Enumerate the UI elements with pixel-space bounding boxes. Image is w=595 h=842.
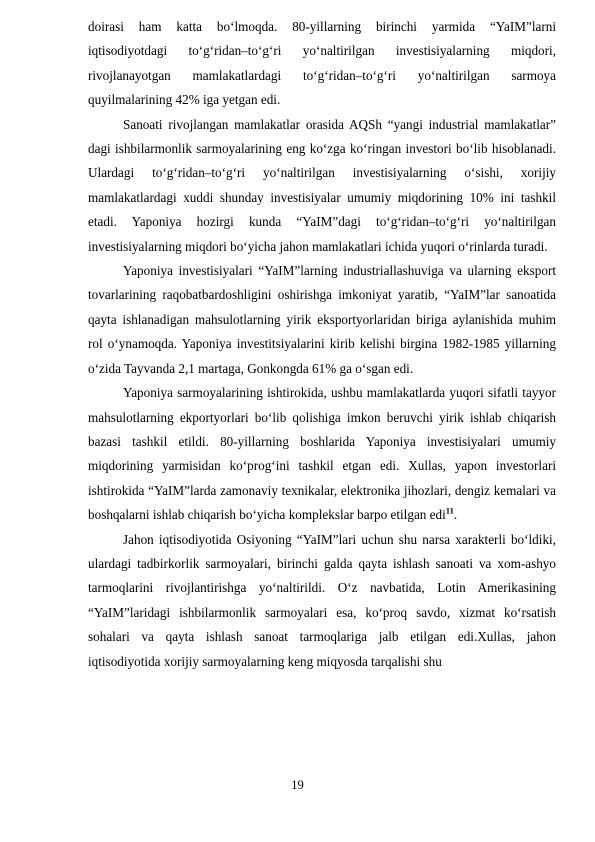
paragraph-5: Jahon iqtisodiyotida Osiyoning “YaIM”lari uchun shu narsa xarakterli bo‘ldiki, ulardagi tadbirkorlik sarmoyalari, birinchi galda qayta ishlash sanoati va xom-ashyo tarmoqlarini rivojlantirishga yo‘naltirildi. O‘z navbatida, Lotin Amerikasining “YaIM”laridagi ishbilarmonlik sarmoyalari esa, ko‘proq savdo, xizmat ko‘rsatish sohalari va qayta ishlash sanoat tarmoqlariga jalb etilgan edi.Xullas, jahon iqtisodiyotida xorijiy sarmoyalarning keng miqyosda tarqalishi shu bbox=[88, 531, 556, 669]
document-page bbox=[88, 15, 556, 674]
paragraph-2: Sanoati rivojlangan mamlakatlar orasida AQSh “yangi industrial mamlakatlar” dagi ishbilarmonlik sarmoyalarining eng ko‘zga ko‘ringan investori bo‘lib hisoblanadi. Ulardagi to‘g‘ridan–to‘g‘ri yo‘naltirilgan investisiyalarning o‘sishi, xorijiy mamlakatlardagi xuddi shunday investisiyalar umumiy miqdorining 10% ini tashkil etadi. Yaponiya hozirgi kunda “YaIM”dagi to‘g‘ridan–to‘g‘ri yo‘naltirilgan investisiyalarning miqdori bo‘yicha jahon mamlakatlari ichida yuqori o‘rinlarda turadi. bbox=[88, 116, 556, 254]
paragraph-1: doirasi ham katta bo‘lmoqda. 80-yillarning birinchi yarmida “YaIM”larni iqtisodiyotdagi to‘g‘ridan–to‘g‘ri yo‘naltirilgan investisiyalarning miqdori, rivojlanayotgan mamlakatlardagi to‘g‘ridan–to‘g‘ri yo‘naltirilgan sarmoya quyilmalarining 42% iga yetgan edi. bbox=[88, 19, 556, 108]
footnote-marker[interactable]: 11 bbox=[445, 505, 454, 516]
paragraph-4 bbox=[88, 381, 556, 527]
paragraph-4-text: Yaponiya sarmoyalarining ishtirokida, ushbu mamlakatlarda yuqori sifatli tayyor mahsulotlarning ekportyorlari bo‘lib qolishiga imkon beruvchi yirik ishlab chiqarish bazasi tashkil etildi. 80-yillarning boshlarida Yaponiya investisiyalari umumiy miqdorining yarmisidan ko‘prog‘ini tashkil etgan edi. Xullas, yapon investorlari ishtirokida “YaIM”larda zamonaviy texnikalar, elektronika jihozlari, dengiz kemalari va boshqalarni ishlab chiqarish bo‘yicha komplekslar barpo etilgan edi bbox=[88, 385, 556, 523]
paragraph-3: Yaponiya investisiyalari “YaIM”larning industriallashuviga va ularning eksport tovarlarining raqobatbardoshligini oshirishga imkoniyat yaratib, “YaIM”lar sanoatida qayta ishlanadigan mahsulotlarning yirik eksportyorlaridan biriga aylanishida muhim rol o‘ynamoqda. Yaponiya investitsiyalarini kirib kelishi birgina 1982-1985 yillarning o‘zida Tayvanda 2,1 martaga, Gonkongda 61% ga o‘sgan edi. bbox=[88, 263, 556, 376]
paragraph-4-tail: . bbox=[453, 507, 458, 523]
page-number: 19 bbox=[291, 778, 304, 792]
